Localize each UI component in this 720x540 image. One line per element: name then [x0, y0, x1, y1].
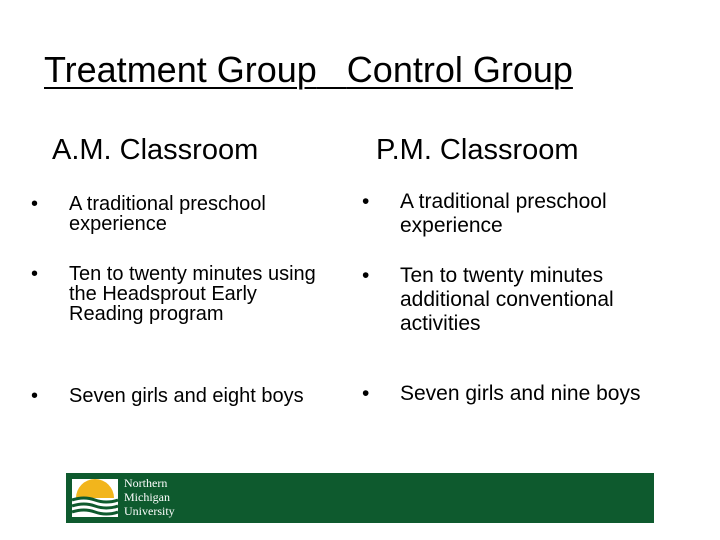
bullet-icon: • — [31, 263, 39, 285]
bullet-icon: • — [362, 264, 370, 287]
bullet-text: Seven girls and nine boys — [400, 382, 641, 405]
list-item — [26, 264, 366, 324]
am-classroom-heading: A.M. Classroom — [52, 134, 259, 166]
control-bullet-list — [357, 190, 707, 406]
bullet-icon: • — [31, 193, 39, 215]
bullet-icon: • — [362, 190, 370, 213]
list-item — [26, 194, 366, 234]
list-item — [357, 382, 707, 406]
list-item — [357, 264, 707, 336]
bullet-icon: • — [362, 382, 370, 405]
nmu-sunrise-logo-icon — [72, 479, 118, 517]
footer-bar — [66, 473, 654, 523]
wordmark-line: University — [124, 504, 175, 518]
nmu-wordmark — [124, 476, 175, 518]
treatment-bullet-list — [26, 190, 366, 406]
wordmark-line: Michigan — [124, 490, 170, 504]
bullet-text: A traditional preschool experience — [400, 190, 607, 237]
title-treatment-group: Treatment Group — [44, 49, 317, 90]
bullet-text: A traditional preschool experience — [69, 193, 266, 235]
slide-title — [44, 48, 573, 92]
title-control-group: Control Group — [346, 49, 573, 90]
bullet-text: Seven girls and eight boys — [69, 385, 304, 407]
list-item — [26, 386, 366, 406]
bullet-text: Ten to twenty minutes using the Headsprout Early Reading program — [69, 263, 316, 325]
wordmark-line: Northern — [124, 476, 168, 490]
bullet-text: Ten to twenty minutes additional conventional activities — [400, 264, 614, 335]
bullet-icon: • — [31, 385, 39, 407]
pm-classroom-heading: P.M. Classroom — [376, 134, 579, 166]
list-item — [357, 190, 707, 238]
